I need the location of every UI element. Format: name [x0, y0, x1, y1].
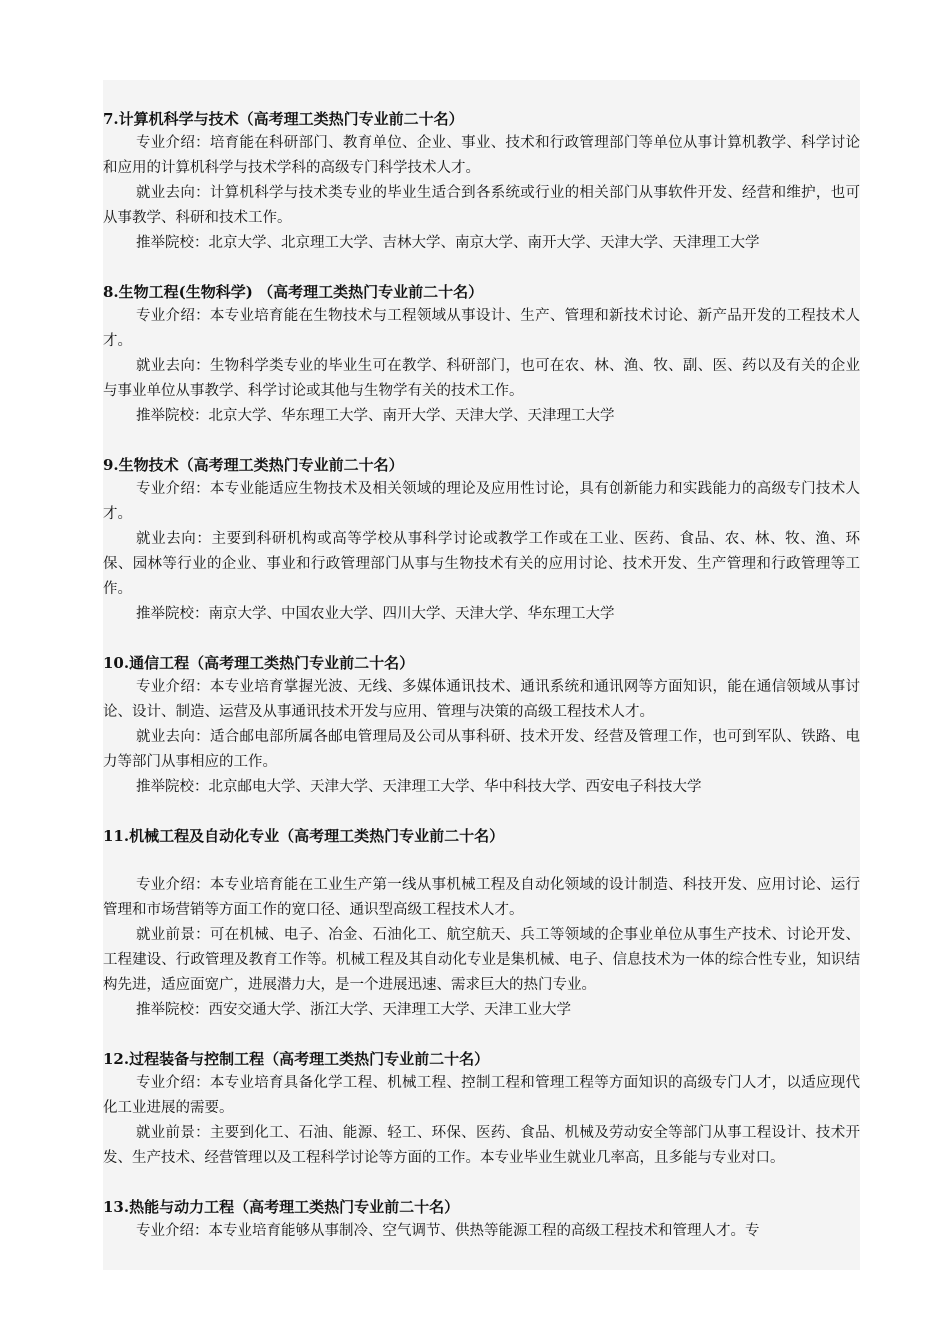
paragraph-employment: 就业去向：主要到科研机构或高等学校从事科学讨论或教学工作或在工业、医药、食品、农、林、牧、渔、环保、园林等行业的企业、事业和行政管理部门从事与生物技术有关的应用讨论、技术开发、生产管理和行政管理等工作。 — [103, 531, 860, 597]
paragraph-intro: 专业介绍：本专业培育能够从事制冷、空气调节、供热等能源工程的高级工程技术和管理人才。专 — [136, 1223, 760, 1239]
section-heading: 12.过程装备与控制工程（高考理工类热门专业前二十名） — [103, 1050, 490, 1068]
paragraph-schools: 推举院校：北京邮电大学、天津大学、天津理工大学、华中科技大学、西安电子科技大学 — [136, 779, 702, 795]
paragraph-intro: 专业介绍：培育能在科研部门、教育单位、企业、事业、技术和行政管理部门等单位从事计算机教学、科学讨论和应用的计算机科学与技术学科的高级专门科学技术人才。 — [103, 135, 860, 176]
paragraph-schools: 推举院校：北京大学、北京理工大学、吉林大学、南京大学、南开大学、天津大学、天津理工大学 — [136, 235, 760, 251]
paragraph-employment: 就业去向：适合邮电部所属各邮电管理局及公司从事科研、技术开发、经营及管理工作，也可到军队、铁路、电力等部门从事相应的工作。 — [103, 729, 860, 770]
document-content — [103, 80, 860, 1244]
section-8 — [103, 280, 860, 429]
document-page — [103, 80, 860, 1270]
section-9 — [103, 453, 860, 627]
section-heading: 11.机械工程及自动化专业（高考理工类热门专业前二十名） — [103, 827, 505, 845]
paragraph-employment: 就业去向：生物科学类专业的毕业生可在教学、科研部门，也可在农、林、渔、牧、副、医、药以及有关的企业与事业单位从事教学、科学讨论或其他与生物学有关的技术工作。 — [103, 358, 860, 399]
section-heading: 7.计算机科学与技术（高考理工类热门专业前二十名） — [103, 110, 464, 128]
paragraph-prospects: 就业前景：主要到化工、石油、能源、轻工、环保、医药、食品、机械及劳动安全等部门从事工程设计、技术开发、生产技术、经营管理以及工程科学讨论等方面的工作。本专业毕业生就业几率高，且多能与专业对口。 — [103, 1125, 860, 1166]
section-13 — [103, 1195, 860, 1244]
section-12 — [103, 1047, 860, 1171]
section-10 — [103, 651, 860, 800]
paragraph-prospects: 就业前景：可在机械、电子、冶金、石油化工、航空航天、兵工等领域的企事业单位从事生产技术、讨论开发、工程建设、行政管理及教育工作等。机械工程及其自动化专业是集机械、电子、信息技术为一体的综合性专业，知识结构先进，适应面宽广，进展潜力大，是一个进展迅速、需求巨大的热门专业。 — [103, 927, 860, 993]
paragraph-employment: 就业去向：计算机科学与技术类专业的毕业生适合到各系统或行业的相关部门从事软件开发、经营和维护，也可从事教学、科研和技术工作。 — [103, 185, 860, 226]
paragraph-intro: 专业介绍：本专业培育具备化学工程、机械工程、控制工程和管理工程等方面知识的高级专门人才，以适应现代化工业进展的需要。 — [103, 1075, 860, 1116]
section-heading: 9.生物技术（高考理工类热门专业前二十名） — [103, 456, 404, 474]
section-heading: 10.通信工程（高考理工类热门专业前二十名） — [103, 654, 415, 672]
section-11 — [103, 824, 860, 1023]
section-heading: 13.热能与动力工程（高考理工类热门专业前二十名） — [103, 1198, 460, 1216]
paragraph-intro: 专业介绍：本专业培育能在生物技术与工程领域从事设计、生产、管理和新技术讨论、新产品开发的工程技术人才。 — [103, 308, 860, 349]
paragraph-intro: 专业介绍：本专业能适应生物技术及相关领域的理论及应用性讨论，具有创新能力和实践能力的高级专门技术人才。 — [103, 481, 860, 522]
paragraph-schools: 推举院校：西安交通大学、浙江大学、天津理工大学、天津工业大学 — [136, 1002, 571, 1018]
section-heading: 8.生物工程(生物科学) （高考理工类热门专业前二十名） — [103, 283, 484, 301]
paragraph-intro: 专业介绍：本专业培育能在工业生产第一线从事机械工程及自动化领域的设计制造、科技开发、应用讨论、运行管理和市场营销等方面工作的宽口径、通识型高级工程技术人才。 — [103, 877, 860, 918]
paragraph-intro: 专业介绍：本专业培育掌握光波、无线、多媒体通讯技术、通讯系统和通讯网等方面知识，能在通信领域从事讨论、设计、制造、运营及从事通讯技术开发与应用、管理与决策的高级工程技术人才。 — [103, 679, 860, 720]
paragraph-schools: 推举院校：南京大学、中国农业大学、四川大学、天津大学、华东理工大学 — [136, 606, 615, 622]
blank-line — [103, 848, 860, 873]
section-7 — [103, 107, 860, 256]
paragraph-schools: 推举院校：北京大学、华东理工大学、南开大学、天津大学、天津理工大学 — [136, 408, 615, 424]
